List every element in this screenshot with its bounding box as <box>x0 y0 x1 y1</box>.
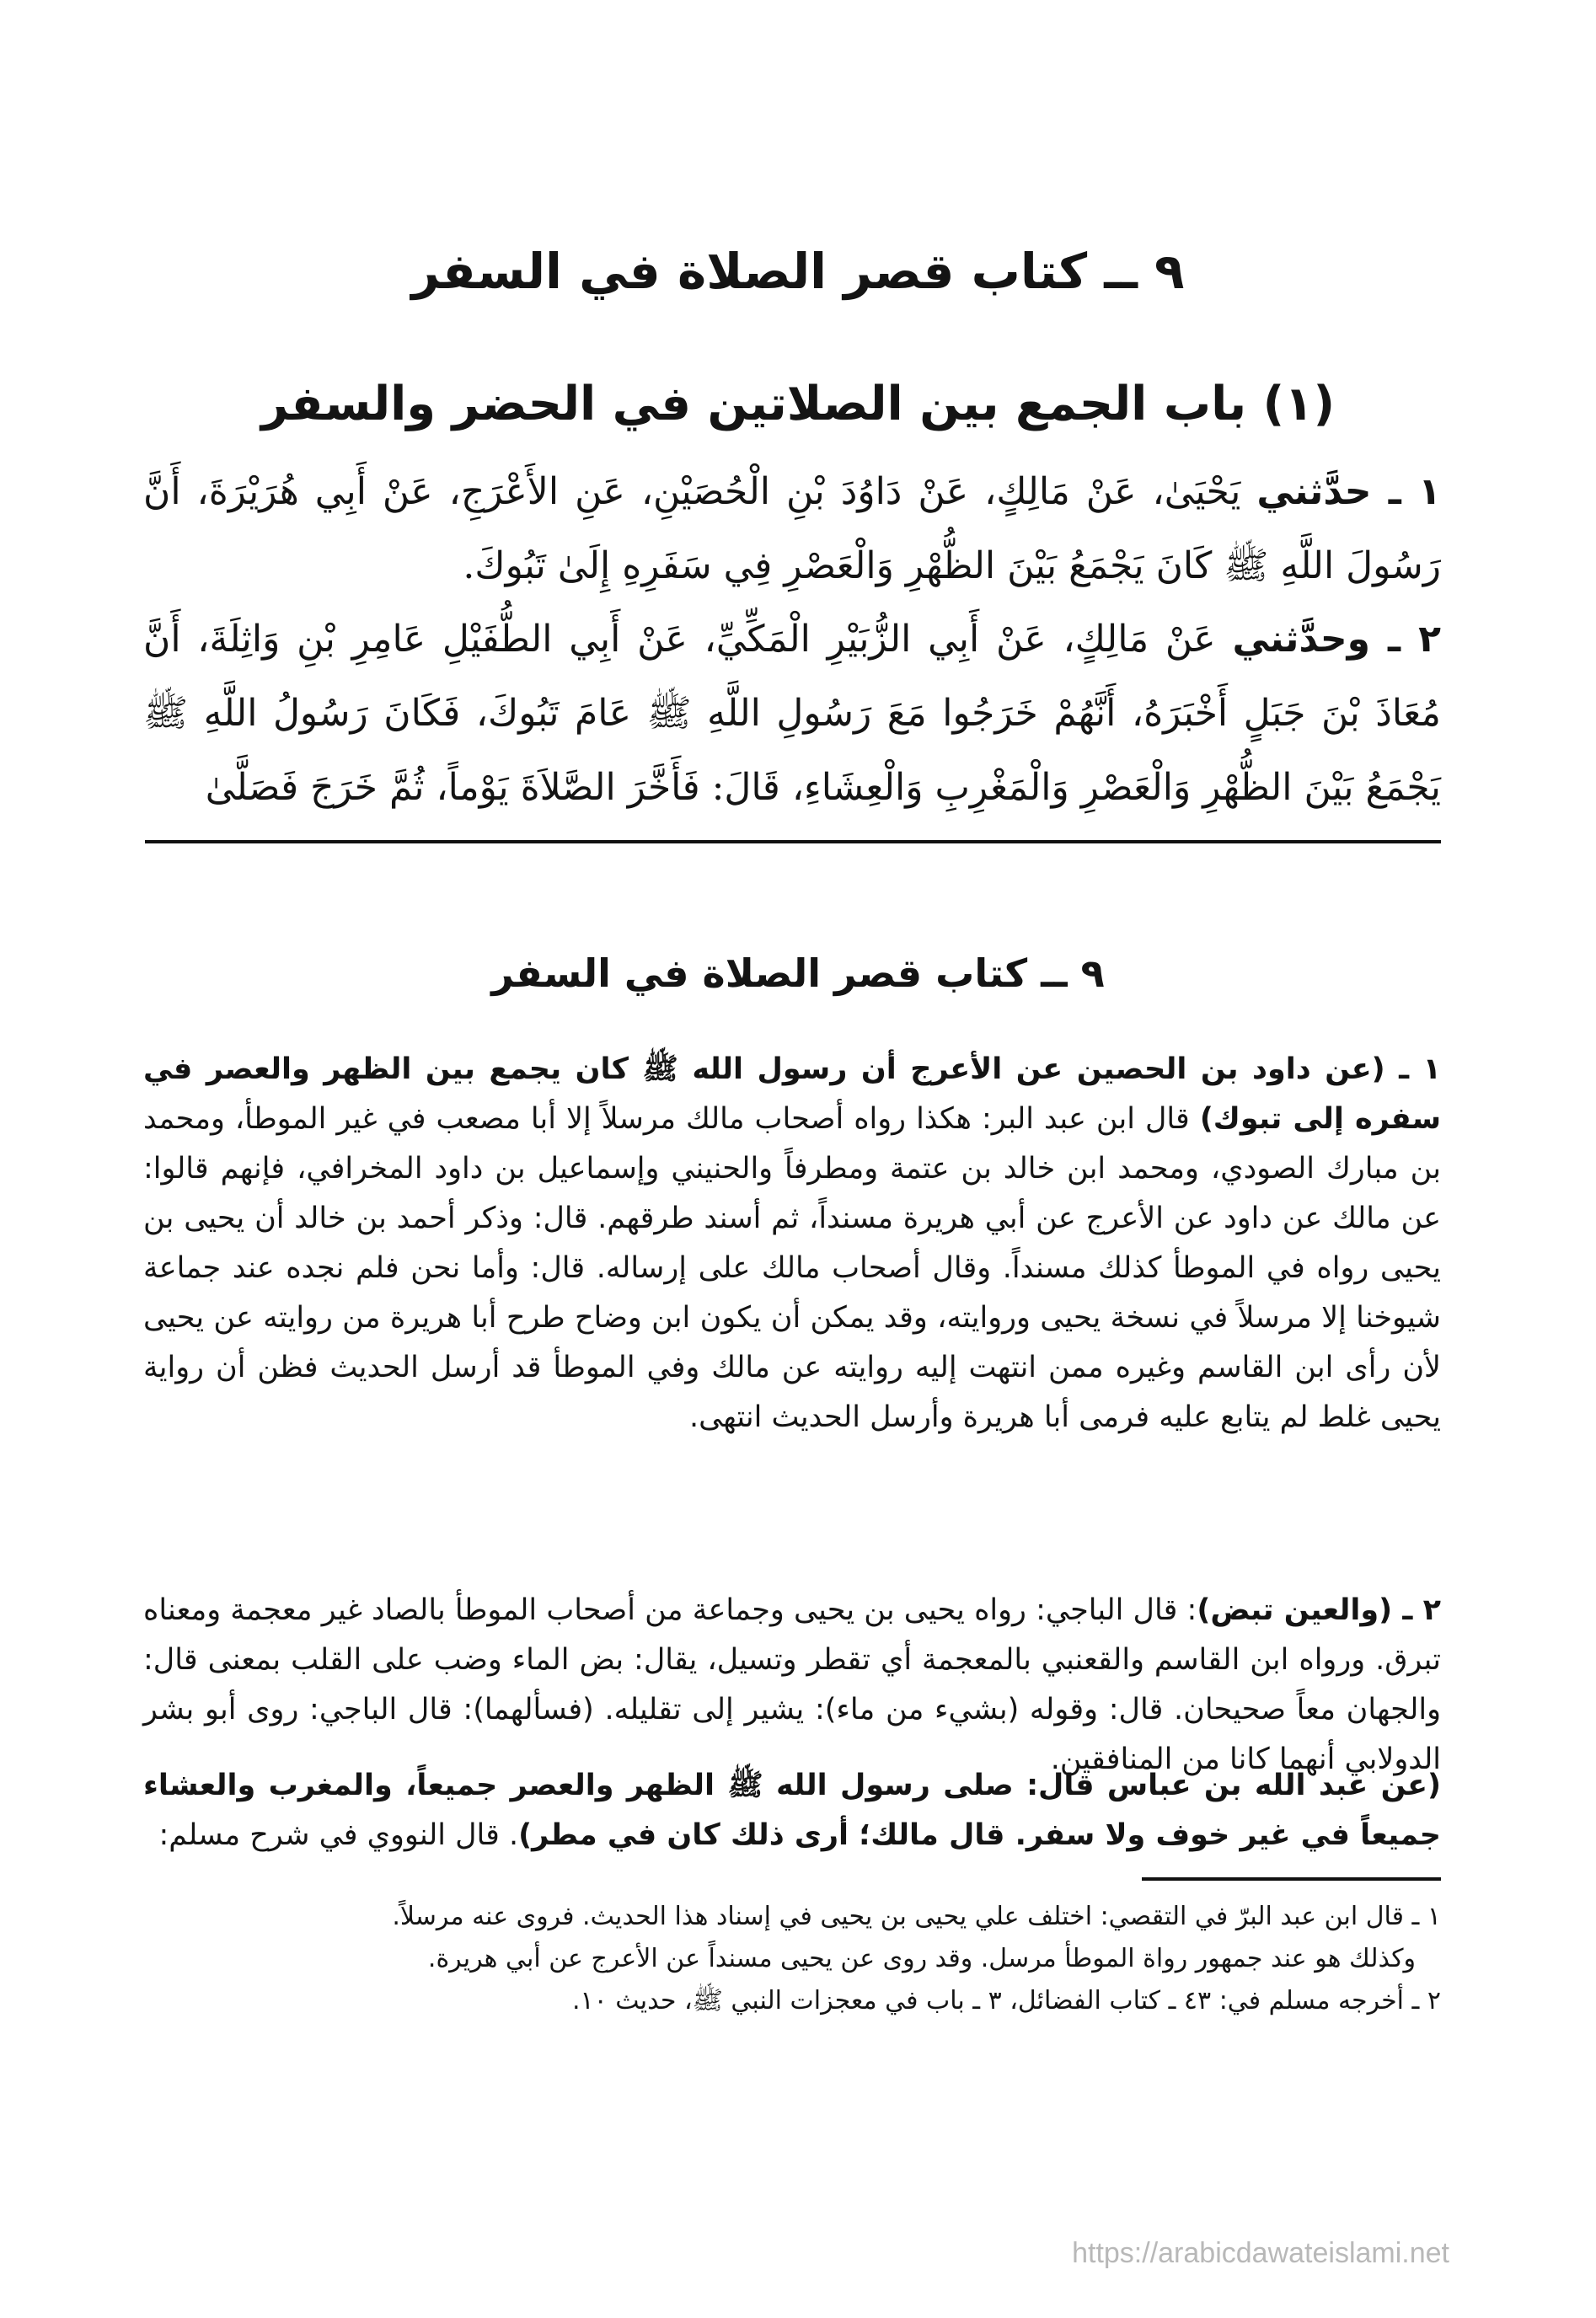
hadith-1-lead: ١ ـ حدَّثني <box>1256 470 1442 513</box>
section-divider <box>145 840 1441 843</box>
commentary-1-quote: ١ ـ (عن داود بن الحصين عن الأعرج أن رسول الله ﷺ كان يجمع بين الظهر والعصر في سفره إلى تبوك) <box>143 1052 1441 1136</box>
footnote-divider <box>1142 1877 1441 1881</box>
commentary-2-quote: ٢ ـ (والعين تبض) <box>1197 1593 1442 1627</box>
hadith-2-text: عَنْ مَالِكٍ، عَنْ أَبِي الزُّبَيْرِ الْمَكِّيِّ، عَنْ أَبِي الطُّفَيْلِ عَامِرِ بْنِ وَاثِلَةَ، أَنَّ مُعَاذَ بْنَ جَبَلٍ أَخْبَرَهُ، أَنَّهُمْ خَرَجُوا مَعَ رَسُولِ اللَّهِ ﷺ عَامَ تَبُوكَ، فَكَانَ رَسُولُ اللَّهِ ﷺ يَجْمَعُ بَيْنَ الظُّهْرِ وَالْعَصْرِ وَالْمَغْرِبِ وَالْعِشَاءِ، قَالَ: فَأَخَّرَ الصَّلاَةَ يَوْماً، ثُمَّ خَرَجَ فَصَلَّىٰ <box>143 618 1441 809</box>
footnote-2: ٢ ـ أخرجه مسلم في: ٤٣ ـ كتاب الفضائل، ٣ ـ باب في معجزات النبي ﷺ، حديث ١٠. <box>571 1986 1441 2016</box>
commentary-2 <box>143 1586 1441 1785</box>
watermark-url: https://arabicdawateislami.net <box>1072 2237 1449 2269</box>
commentary-title: ٩ ــ كتاب قصر الصلاة في السفر <box>491 950 1105 996</box>
hadith-2 <box>143 602 1441 825</box>
hadith-1-text: يَحْيَىٰ، عَنْ مَالِكٍ، عَنْ دَاوُدَ بْنِ الْحُصَيْنِ، عَنِ الأَعْرَجِ، عَنْ أَبِي هُرَيْرَةَ، أَنَّ رَسُولَ اللَّهِ ﷺ كَانَ يَجْمَعُ بَيْنَ الظُّهْرِ وَالْعَصْرِ فِي سَفَرِهِ إِلَىٰ تَبُوكَ. <box>143 470 1441 587</box>
footnote-1-continued: وكذلك هو عند جمهور رواة الموطأ مرسل. وقد روى عن يحيى مسنداً عن الأعرج عن أبي هريرة. <box>427 1944 1416 1973</box>
commentary-2-text: : قال الباجي: رواه يحيى بن يحيى وجماعة من أصحاب الموطأ بالصاد غير معجمة ومعناه تبرق. ورواه ابن القاسم والقعنبي بالمعجمة أي تقطر وتسيل، يقال: بض الماء وضب على القلب بمعنى قال: والجهان معاً صحيحان. قال: وقوله (بشيء من ماء): يشير إلى تقليله. (فسألهما): قال الباجي: روى أبو بشر الدولابي أنهما كانا من المنافقين. <box>143 1593 1441 1776</box>
commentary-1 <box>143 1045 1441 1443</box>
book-title: ٩ ــ كتاب قصر الصلاة في السفر <box>411 243 1185 300</box>
hadith-2-lead: ٢ ـ وحدَّثني <box>1232 618 1441 661</box>
chapter-title: (١) باب الجمع بين الصلاتين في الحضر والسفر <box>260 377 1336 431</box>
footnotes <box>143 1896 1441 2022</box>
commentary-3-quote: (عن عبد الله بن عباس قال: صلى رسول الله ﷺ الظهر والعصر جميعاً، والمغرب والعشاء جميعاً في غير خوف ولا سفر. قال مالك؛ أرى ذلك كان في مطر) <box>143 1769 1441 1852</box>
commentary-1-text: قال ابن عبد البر: هكذا رواه أصحاب مالك مرسلاً إلا أبا مصعب في غير الموطأ، ومحمد بن مبارك الصودي، ومحمد ابن خالد بن عتمة ومطرفاً والحنيني وإسماعيل بن داود المخرافي، فإنهم قالوا: عن مالك عن داود عن الأعرج عن أبي هريرة مسنداً، ثم أسند طرقهم. قال: وذكر أحمد بن خالد أن يحيى بن يحيى رواه في الموطأ كذلك مسنداً. وقال أصحاب مالك على إرساله. قال: وأما نحن فلم نجده عند جماعة شيوخنا إلا مرسلاً في نسخة يحيى وروايته، وقد يمكن أن يكون ابن وضاح طرح أبا هريرة من روايته عن يحيى لأن رأى ابن القاسم وغيره ممن انتهت إليه روايته عن مالك وفي الموطأ قد أرسل الحديث فظن أن رواية يحيى غلط لم يتابع عليه فرمى أبا هريرة وأرسل الحديث انتهى. <box>143 1102 1441 1434</box>
footnote-1: ١ ـ قال ابن عبد البرّ في التقصي: اختلف علي يحيى بن يحيى في إسناد هذا الحديث. فروى عنه مرسلاً. <box>392 1902 1441 1931</box>
commentary-3 <box>143 1761 1441 1860</box>
commentary-3-text: . قال النووي في شرح مسلم: <box>158 1818 519 1852</box>
hadith-1 <box>143 455 1441 603</box>
